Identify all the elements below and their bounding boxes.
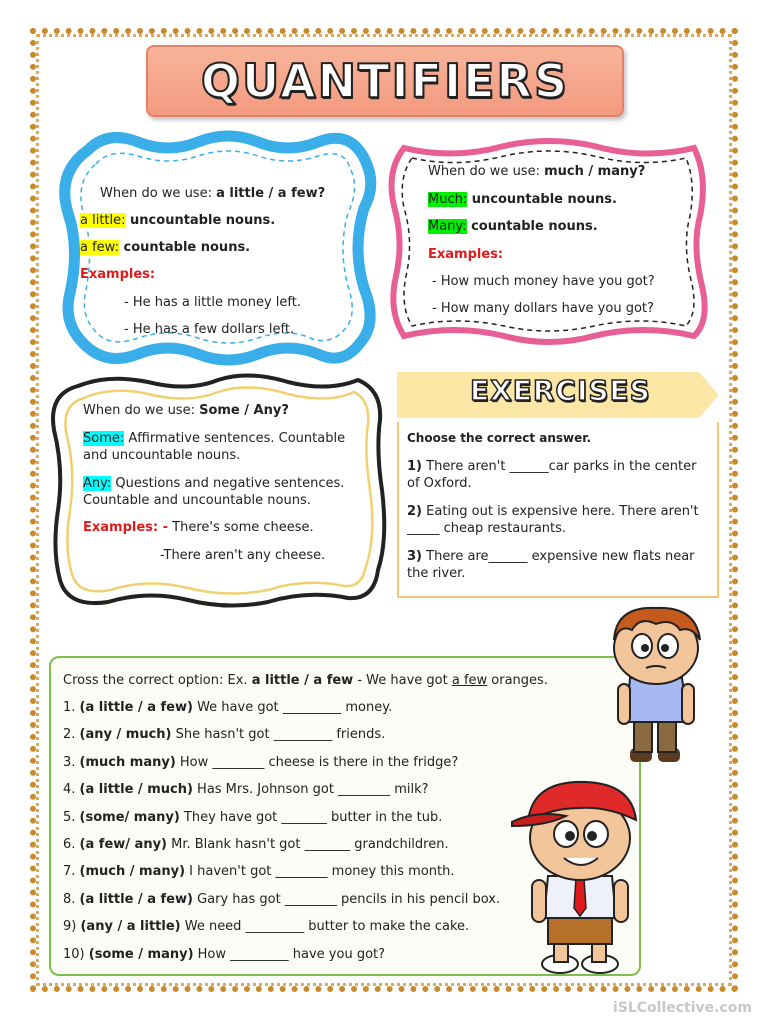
- exercises-instruction: Choose the correct answer.: [407, 431, 592, 445]
- box2-example-2: - How many dollars have you got?: [432, 301, 654, 316]
- cross-item-5: [63, 809, 442, 826]
- box1-rule-1: [80, 212, 275, 229]
- cross-item-sentence: We need _________ butter to make the cake.: [180, 919, 470, 935]
- cross-item-options: (some / many): [88, 946, 194, 962]
- box2-rule-2: [428, 218, 598, 235]
- exercise-3-number: 3): [407, 549, 422, 564]
- box1-example-2: - He has a few dollars left.: [124, 322, 295, 337]
- exercise-1-line-1: [407, 458, 696, 475]
- cross-item-sentence: Mr. Blank hasn't got _______ grandchildren.: [167, 837, 449, 852]
- box3-example-2: -There aren't any cheese.: [160, 548, 326, 563]
- cross-item-options: (much many): [79, 754, 176, 770]
- box2-question: [428, 163, 645, 180]
- cross-item-sentence: Gary has got ________ pencils in his pencil box.: [192, 891, 501, 907]
- box1-example-1: - He has a little money left.: [124, 295, 301, 310]
- cross-item-sentence: How ________ cheese is there in the fridge?: [175, 754, 459, 770]
- cross-item-sentence: We have got _________ money.: [192, 700, 393, 715]
- page-title: QUANTIFIERS: [200, 54, 570, 108]
- cross-item-number: 1.: [63, 700, 80, 715]
- box1-rule-2-term: a few:: [80, 240, 119, 255]
- box1-question: [100, 185, 325, 202]
- box3-example-1-text: There's some cheese.: [168, 520, 314, 535]
- box2-rule-1-text: uncountable nouns.: [467, 192, 617, 207]
- box2-rule-1-term: Much:: [428, 192, 468, 207]
- box3-rule-1-continued: and uncountable nouns.: [83, 448, 241, 463]
- box3-question: [83, 402, 289, 419]
- cross-item-sentence: Has Mrs. Johnson got ________ milk?: [192, 782, 429, 798]
- box3-question-prefix: When do we use:: [83, 403, 200, 418]
- cross-item-options: (a few/ any): [79, 837, 167, 852]
- cross-item-options: (a little / a few): [79, 700, 193, 715]
- boy-illustration-2: [506, 776, 656, 980]
- box3-rule-2-term: Any:: [83, 476, 112, 491]
- cross-intro-end: oranges.: [487, 673, 548, 688]
- exercise-1-number: 1): [407, 459, 422, 474]
- box1-rule-2-text: countable nouns.: [118, 240, 251, 255]
- cross-item-number: 8.: [63, 891, 80, 907]
- box1-rule-1-term: a little:: [80, 213, 126, 228]
- exercise-2-line-1: [407, 503, 699, 520]
- cross-item-sentence: She hasn't got _________ friends.: [171, 727, 386, 743]
- cross-item-2: [63, 726, 385, 743]
- cross-intro-prefix: Cross the correct option: Ex.: [63, 673, 252, 688]
- box2-examples-label: Examples:: [428, 247, 504, 262]
- cross-intro-answer: a few: [451, 673, 488, 688]
- cross-item-6: [63, 836, 449, 853]
- exercises-heading: EXERCISES: [470, 374, 651, 407]
- cross-item-options: (any / a little): [80, 919, 181, 935]
- exercise-1-text: There aren't ______car parks in the center: [422, 459, 697, 474]
- cross-intro: [63, 672, 548, 689]
- box3-rule-2-continued: Countable and uncountable nouns.: [83, 493, 311, 508]
- box1-question-prefix: When do we use:: [100, 186, 217, 201]
- box3-question-bold: Some / Any?: [199, 403, 289, 418]
- box3-rule-2: [83, 475, 344, 492]
- box1-rule-1-text: uncountable nouns.: [125, 213, 276, 228]
- cross-item-number: 6.: [63, 837, 80, 852]
- cross-item-9: [63, 918, 469, 935]
- cross-item-7: [63, 863, 455, 880]
- cross-item-4: [63, 781, 429, 798]
- box3-rule-2-text: Questions and negative sentences.: [111, 476, 345, 491]
- box2-question-bold: much / many?: [544, 164, 646, 179]
- boy-illustration-1: [596, 600, 718, 776]
- title-banner: [146, 45, 624, 117]
- cross-item-8: [63, 891, 500, 908]
- box1-examples-label: Examples:: [80, 267, 156, 282]
- exercise-2-line-2: _____ cheap restaurants.: [407, 521, 567, 536]
- box2-rule-1: [428, 191, 617, 208]
- cross-item-10: [63, 946, 385, 963]
- box3-rule-1-term: Some:: [83, 431, 125, 446]
- box2-rule-2-term: Many:: [428, 219, 467, 234]
- box3-rule-1-text: Affirmative sentences. Countable: [124, 431, 346, 446]
- cross-item-options: (much / many): [79, 864, 186, 880]
- exercise-3-text: There are______ expensive new flats near: [422, 549, 695, 564]
- exercise-1-line-2: of Oxford.: [407, 476, 472, 491]
- cross-item-number: 5.: [63, 809, 80, 825]
- cross-item-options: (some/ many): [79, 809, 180, 825]
- cross-intro-mid: - We have got: [353, 673, 452, 688]
- watermark: iSLCollective.com: [612, 1000, 752, 1016]
- cross-item-1: [63, 699, 392, 716]
- cross-item-options: (any / much): [79, 727, 172, 743]
- cross-item-3: [63, 754, 458, 771]
- cross-intro-example: a little / a few: [251, 673, 354, 688]
- cross-item-number: 2.: [63, 727, 80, 743]
- exercise-2-text: Eating out is expensive here. There aren't: [422, 504, 699, 519]
- cross-item-number: 10): [63, 946, 89, 962]
- exercise-2-number: 2): [407, 504, 422, 519]
- box3-example-1: [83, 519, 314, 536]
- cross-item-sentence: I haven't got ________ money this month.: [185, 864, 455, 880]
- box2-rule-2-text: countable nouns.: [466, 219, 598, 234]
- cross-item-sentence: They have got _______ butter in the tub.: [179, 809, 443, 825]
- cross-item-number: 4.: [63, 782, 80, 798]
- cross-item-number: 9): [63, 919, 81, 935]
- cross-item-number: 7.: [63, 864, 80, 880]
- cross-item-sentence: How _________ have you got?: [193, 946, 386, 962]
- box1-rule-2: [80, 239, 250, 256]
- box3-rule-1: [83, 430, 345, 447]
- exercise-3-line-2: the river.: [407, 566, 466, 581]
- box2-example-1: - How much money have you got?: [432, 274, 655, 289]
- cross-item-number: 3.: [63, 754, 80, 770]
- cross-item-options: (a little / a few): [79, 891, 193, 907]
- box3-examples-label: Examples: -: [83, 520, 169, 535]
- exercise-3-line-1: [407, 548, 695, 565]
- box2-question-prefix: When do we use:: [428, 164, 545, 179]
- box1-question-bold: a little / a few?: [216, 186, 326, 201]
- cross-item-options: (a little / much): [79, 782, 193, 798]
